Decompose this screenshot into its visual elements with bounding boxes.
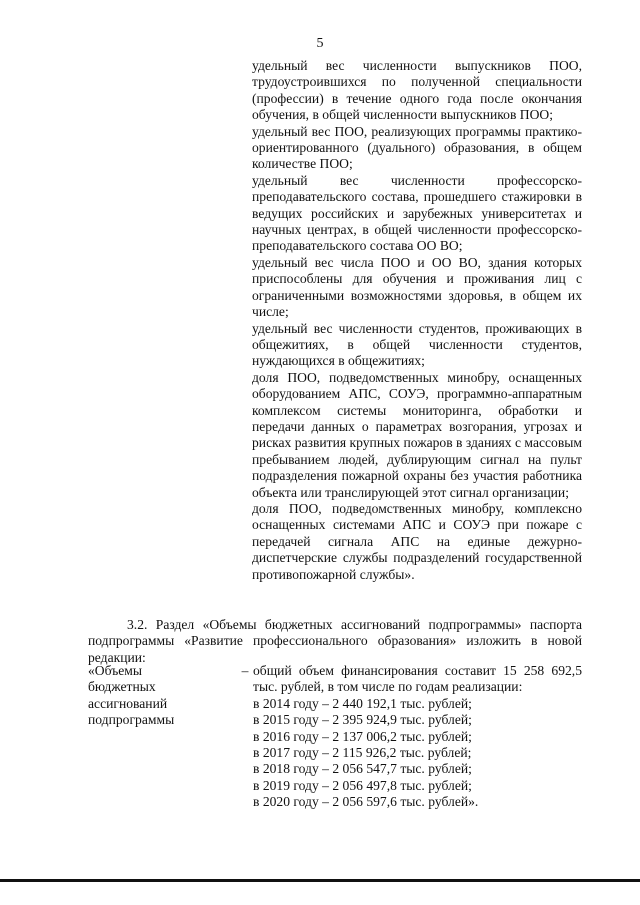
section-paragraph [88, 617, 582, 666]
funding-year: в 2018 году – 2 056 547,7 тыс. рублей; [253, 761, 472, 777]
passport-value [253, 663, 582, 811]
indicator-item: удельный вес численности студентов, проживающих в общежитиях, в общей численности студентов, нуждающихся в общежитиях; [252, 320, 582, 369]
indicator-item: удельный вес численности выпускников ПОО, трудоустроившихся по полученной специальности (профессии) в течение одного года после окончания обучения, в общей численности выпускников ПОО; [252, 58, 582, 123]
passport-label-line: бюджетных [88, 679, 156, 695]
indicator-item: доля ПОО, подведомственных минобру, комплексно оснащенных системами АПС и СОУЭ при пожаре с передачей сигнала АПС на единые дежурно-диспетчерские службы подразделений государственной противопожарной службы». [252, 500, 582, 582]
section-text: 3.2. Раздел «Объемы бюджетных ассигнований подпрограммы» паспорта подпрограммы «Развитие профессионального образования» изложить в новой редакции: [88, 617, 582, 665]
passport-dash: – [241, 663, 249, 678]
funding-total: общий объем финансирования составит 15 258 692,5 тыс. рублей, в том числе по годам реализации: [253, 663, 582, 695]
funding-year: в 2014 году – 2 440 192,1 тыс. рублей; [253, 695, 472, 711]
passport-label-line: «Объемы [88, 663, 142, 678]
funding-year: в 2016 году – 2 137 006,2 тыс. рублей; [253, 728, 472, 744]
funding-year: в 2019 году – 2 056 497,8 тыс. рублей; [253, 777, 472, 793]
indicator-item: доля ПОО, подведомственных минобру, оснащенных оборудованием АПС, СОУЭ, программно-аппаратным комплексом системы мониторинга, обработки и передачи данных о параметрах возгорания, угрозах и рисках развития крупных пожаров в зданиях с массовым пребыванием людей, дублирующим сигнал на пульт подразделения пожарной охраны без участия работника объекта или транслирующей этот сигнал организации; [252, 369, 582, 500]
funding-year: в 2015 году – 2 395 924,9 тыс. рублей; [253, 712, 472, 728]
funding-year: в 2020 году – 2 056 597,6 тыс. рублей». [253, 794, 479, 810]
bottom-rule [0, 879, 640, 882]
funding-year: в 2017 году – 2 115 926,2 тыс. рублей; [253, 745, 472, 761]
indicator-item: удельный вес ПОО, реализующих программы практико-ориентированного (дуального) образования, в общем количестве ПОО; [252, 123, 582, 172]
indicator-item: удельный вес численности профессорско-преподавательского состава, прошедшего стажировки в ведущих российских и зарубежных университетах и научных центрах, в общей численности профессорско-преподавательского состава ОО ВО; [252, 172, 582, 254]
passport-label [88, 663, 228, 729]
indicator-list [252, 58, 582, 583]
page-number: 5 [316, 36, 324, 51]
passport-label-line: ассигнований [88, 695, 168, 711]
indicator-item: удельный вес числа ПОО и ОО ВО, здания которых приспособлены для обучения и проживания лиц с ограниченными возможностями здоровья, в общем их числе; [252, 254, 582, 320]
passport-label-line: подпрограммы [88, 712, 175, 728]
